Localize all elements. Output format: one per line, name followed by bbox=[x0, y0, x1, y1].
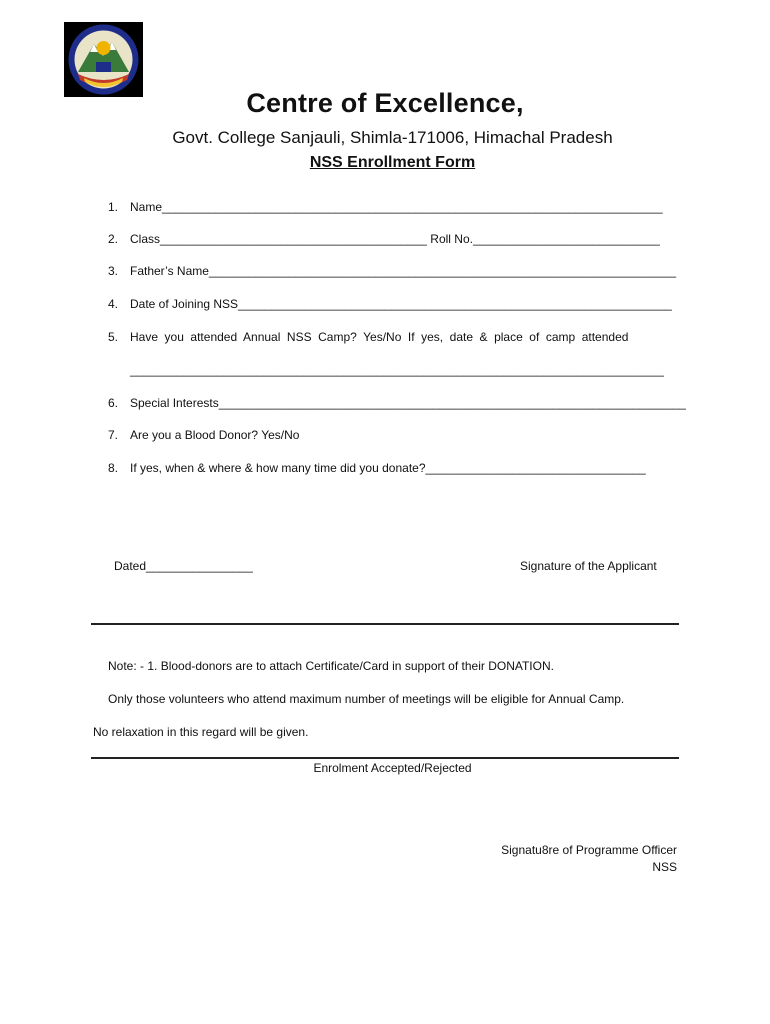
note-blood-donors: Note: - 1. Blood-donors are to attach Certificate/Card in support of their DONATION. bbox=[108, 659, 554, 673]
dated-field[interactable]: Dated________________ bbox=[114, 559, 253, 573]
field-date-joining[interactable] bbox=[108, 297, 672, 311]
programme-officer-signature: Signatu8re of Programme Officer bbox=[501, 843, 677, 857]
field-label: Date of Joining NSS_________________________________________________________________ bbox=[130, 297, 672, 311]
field-donation-details[interactable] bbox=[108, 461, 646, 475]
field-number: 3. bbox=[108, 264, 119, 278]
field-special-interests[interactable] bbox=[108, 396, 686, 410]
field-number: 8. bbox=[108, 461, 119, 475]
logo-emblem-icon bbox=[64, 22, 143, 97]
applicant-signature-label: Signature of the Applicant bbox=[520, 559, 657, 573]
field-label: Have you attended Annual NSS Camp? Yes/No If yes, date & place of camp attended bbox=[130, 330, 629, 344]
field-annual-camp[interactable] bbox=[108, 330, 628, 344]
field-label: If yes, when & where & how many time did you donate?_________________________________ bbox=[130, 461, 646, 475]
field-label: Special Interests______________________________________________________________________ bbox=[130, 396, 686, 410]
field-class-rollno[interactable] bbox=[108, 232, 660, 246]
form-title: NSS Enrollment Form bbox=[309, 154, 476, 171]
field-label: Are you a Blood Donor? Yes/No bbox=[130, 428, 300, 442]
field-number: 4. bbox=[108, 297, 119, 311]
field-number: 6. bbox=[108, 396, 119, 410]
nss-label: NSS bbox=[652, 860, 677, 874]
field-label: Name___________________________________________________________________________ bbox=[130, 200, 663, 214]
field-fathers-name[interactable] bbox=[108, 264, 676, 278]
field-number: 1. bbox=[108, 200, 119, 214]
divider bbox=[91, 757, 679, 759]
note-no-relaxation: No relaxation in this regard will be given. bbox=[93, 725, 309, 739]
field-label: Class________________________________________ Roll No.____________________________ bbox=[130, 232, 660, 246]
field-number: 5. bbox=[108, 330, 119, 344]
field-number: 7. bbox=[108, 428, 119, 442]
blank-line: ________________________________________________________________________________ bbox=[130, 363, 664, 377]
note-meetings: Only those volunteers who attend maximum number of meetings will be eligible for Annual Camp. bbox=[108, 692, 625, 706]
field-annual-camp-line[interactable] bbox=[130, 363, 664, 377]
page-title: Centre of Excellence, bbox=[246, 88, 524, 118]
enrolment-status: Enrolment Accepted/Rejected bbox=[313, 761, 472, 775]
divider bbox=[91, 623, 679, 625]
field-blood-donor[interactable] bbox=[108, 428, 299, 442]
field-number: 2. bbox=[108, 232, 119, 246]
college-address: Govt. College Sanjauli, Shimla-171006, Himachal Pradesh bbox=[172, 128, 613, 147]
field-label: Father’s Name______________________________________________________________________ bbox=[130, 264, 677, 278]
college-logo bbox=[64, 22, 143, 97]
field-name[interactable] bbox=[108, 200, 663, 214]
